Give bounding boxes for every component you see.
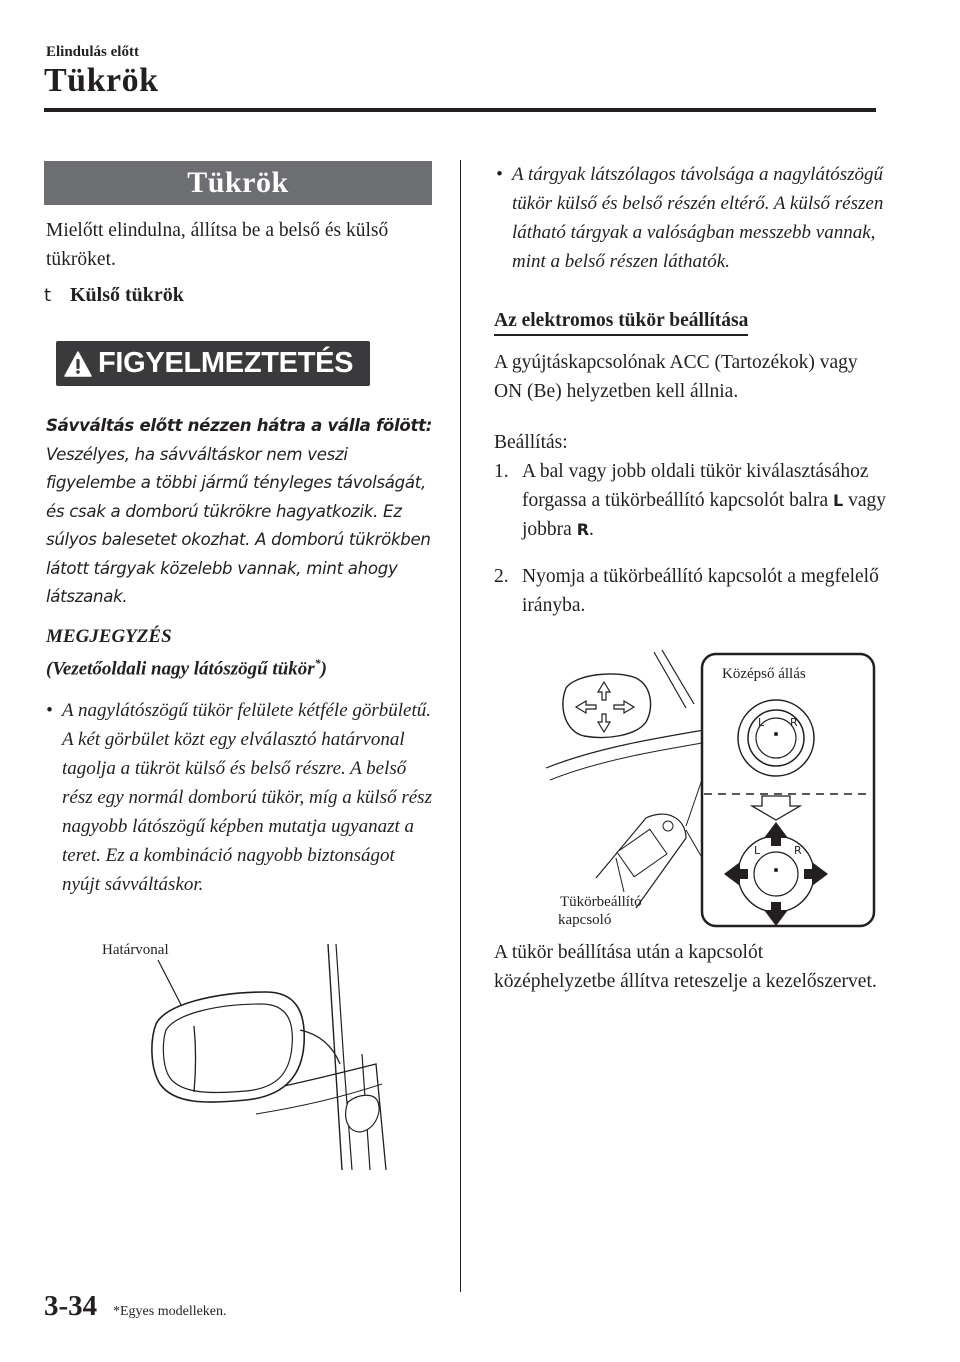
breadcrumb: Elindulás előtt [46,44,139,60]
subheading-exterior-mirrors [44,284,184,307]
setup-label: Beállítás: [494,432,568,453]
section-banner: Tükrök [44,161,432,205]
warning-text: Veszélyes, ha sávváltáskor nem veszi figyelembe a többi jármű tényleges távolságát, és csak a domború tükrökre hagyatkozik. Ez súlyos balesetet okozhat. A domború tükrökben látott tárgyak közelebb vannak, mint ahogy látszanak. [46,444,431,606]
bullet-dot-icon: • [496,164,503,185]
intro-text: Mielőtt elindulna, állítsa be a belső és külső tükröket. [46,220,389,270]
knob-label-r: R [790,716,798,729]
label-mirror-switch: Tükörbeállító [560,894,642,910]
column-divider [460,160,461,1292]
note-heading: MEGJEGYZÉS [46,626,172,647]
note-bullet-1-text: A nagylátószögű tükör felülete kétféle görbületű. A két görbület közt egy elválasztó határvonal tagolja a tükröt külső és belső részre. A belső rész egy normál domború tükör, míg a külső rész nagyobb látószögű képben mutatja ugyanazt a teret. Ez a kombináció nagyobb biztonságot nyújt sávváltáskor. [62,700,432,895]
warning-lead: Sávváltás előtt nézzen hátra a válla fölött: [46,416,433,435]
note-subheading-text: (Vezetőoldali nagy látószögű tükör [46,658,315,680]
step-2-number: 2. [494,566,509,587]
footnote-mark: * [314,656,321,670]
key-l-icon: L [833,491,844,510]
title-rule [44,108,876,112]
bullet-dot-icon: • [46,700,53,721]
electric-mirror-heading: Az elektromos tükör beállítása [494,310,748,336]
label-mirror-switch-2: kapcsoló [558,912,612,928]
note-subheading [46,656,327,680]
knob-label-l-2: L [754,844,761,857]
note-bullet-1 [46,696,436,899]
step-1 [494,457,894,544]
note-bullet-2 [496,160,886,276]
page-number: 3-34 [44,1290,98,1322]
step-1-text-c: . [589,519,594,540]
figure-label-boundary: Határvonal [102,942,169,958]
after-adjust-text: A tükör beállítása után a kapcsolót középhelyzetbe állítva reteszelje a kezelőszervet. [494,942,877,992]
section-marker-icon: t [44,285,52,306]
step-2 [494,562,894,620]
step-2-text: Nyomja a tükörbeállító kapcsolót a megfelelő irányba. [522,566,879,616]
step-1-text-a: A bal vagy jobb oldali tükör kiválasztásához forgassa a tükörbeállító kapcsolót balra [522,461,869,511]
warning-triangle-icon [64,350,92,378]
note-subheading-close: ) [320,658,327,680]
footnote: *Egyes modelleken. [113,1304,227,1319]
label-center-position: Középső állás [722,666,806,682]
step-1-text-b: vagy jobbra [522,490,886,540]
note-bullet-2-text: A tárgyak látszólagos távolsága a nagylátószögű tükör külső és belső részén eltérő. A külső részen látható tárgyak a valóságban messzebb vannak, mint a belső részen láthatók. [512,164,884,272]
warning-body [46,412,441,612]
step-1-number: 1. [494,461,509,482]
mirror-switch-figure [536,648,876,932]
knob-label-l: L [758,716,765,729]
knob-label-r-2: R [794,844,802,857]
subheading-label: Külső tükrök [70,284,184,306]
key-r-icon: R [576,520,590,539]
wide-angle-mirror-figure [96,934,436,1174]
ignition-requirement-text: A gyújtáskapcsolónak ACC (Tartozékok) vagy ON (Be) helyzetben kell állnia. [494,352,858,402]
page-title: Tükrök [44,62,159,99]
warning-label: FIGYELMEZTETÉS [98,347,354,379]
